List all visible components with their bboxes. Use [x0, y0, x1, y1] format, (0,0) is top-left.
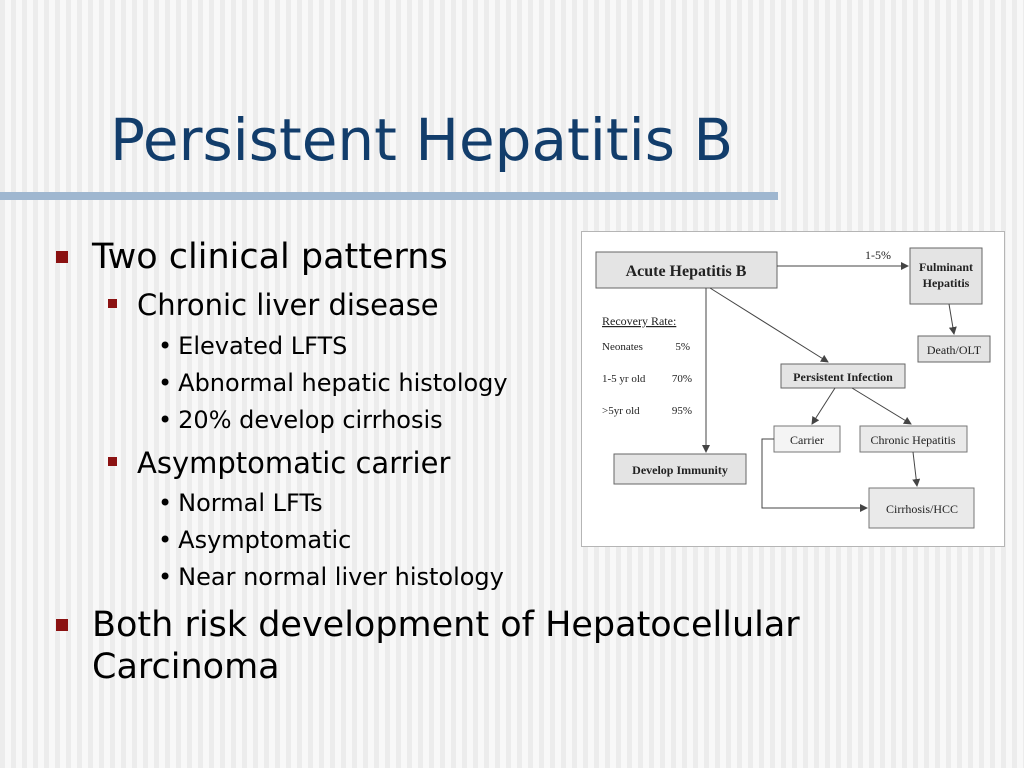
cirrhosis-hcc-label: Cirrhosis/HCC: [885, 502, 959, 516]
recovery-group-1-5yr: 1-5 yr old: [602, 373, 646, 385]
bullet-square-icon: [56, 251, 68, 263]
bullet-abnormal-histology: [158, 368, 508, 398]
bullet-text: Elevated LFTS: [178, 332, 348, 360]
recovery-rate-neonates: 5%: [675, 341, 690, 353]
arrow-persistent-to-carrier: [812, 388, 835, 424]
slide-title: Persistent Hepatitis B: [110, 106, 734, 174]
arrow-persistent-to-chronic: [852, 388, 911, 424]
bullet-text: 20% develop cirrhosis: [178, 406, 443, 434]
bullet-text-continued: Carcinoma: [92, 647, 280, 687]
bullet-dot-icon: •: [158, 489, 173, 517]
bullet-dot-icon: •: [158, 526, 173, 554]
bullet-asymptomatic: [158, 525, 351, 555]
bullet-near-normal-histology: [158, 562, 504, 592]
bullet-dot-icon: •: [158, 369, 173, 397]
bullet-text: Near normal liver histology: [178, 563, 504, 591]
bullet-dot-icon: •: [158, 563, 173, 591]
bullet-text: Both risk development of Hepatocellular: [92, 605, 800, 645]
title-divider: [0, 192, 778, 200]
bullet-text: Asymptomatic carrier: [137, 446, 451, 480]
carrier-label: Carrier: [790, 433, 824, 447]
flow-diagram-svg: [582, 232, 1004, 546]
recovery-rate-1-5yr: 70%: [671, 373, 692, 385]
fulminant-label-line1: Fulminant: [918, 260, 974, 274]
bullet-chronic-liver-disease: [137, 287, 439, 323]
bullet-text: Normal LFTs: [178, 489, 323, 517]
bullet-cirrhosis: [158, 405, 443, 435]
recovery-rate-5yr: 95%: [671, 405, 692, 417]
bullet-square-icon: [56, 619, 68, 631]
arrow-chronic-to-cirrhosis: [913, 452, 917, 486]
chronic-hepatitis-label: Chronic Hepatitis: [870, 433, 956, 447]
bullet-text: Two clinical patterns: [92, 237, 448, 277]
recovery-group-neonates: Neonates: [602, 341, 643, 353]
recovery-rate-title: Recovery Rate:: [602, 314, 677, 328]
bullet-square-icon: [108, 299, 117, 308]
bullet-dot-icon: •: [158, 332, 173, 360]
arrow-fulminant-to-death: [949, 304, 954, 334]
bullet-both-risk-hcc: [92, 604, 800, 688]
fulminant-label-line2: Hepatitis: [922, 276, 970, 290]
hepatitis-b-flow-diagram: [581, 231, 1005, 547]
bullet-text: Chronic liver disease: [137, 288, 439, 322]
develop-immunity-label: Develop Immunity: [632, 463, 728, 477]
bullet-asymptomatic-carrier: [137, 445, 450, 481]
bullet-square-icon: [108, 457, 117, 466]
fulminant-rate-label: 1-5%: [865, 248, 891, 262]
recovery-group-5yr: >5yr old: [602, 405, 640, 417]
death-olt-label: Death/OLT: [926, 343, 982, 357]
bullet-normal-lfts: [158, 488, 323, 518]
bullet-text: Asymptomatic: [178, 526, 352, 554]
bullet-two-clinical-patterns: [92, 236, 448, 278]
bullet-dot-icon: •: [158, 406, 173, 434]
acute-hepatitis-label: Acute Hepatitis B: [625, 263, 747, 280]
persistent-infection-label: Persistent Infection: [793, 370, 893, 384]
arrow-acute-to-persistent: [710, 288, 828, 362]
bullet-elevated-lfts: [158, 331, 347, 361]
bullet-text: Abnormal hepatic histology: [178, 369, 508, 397]
